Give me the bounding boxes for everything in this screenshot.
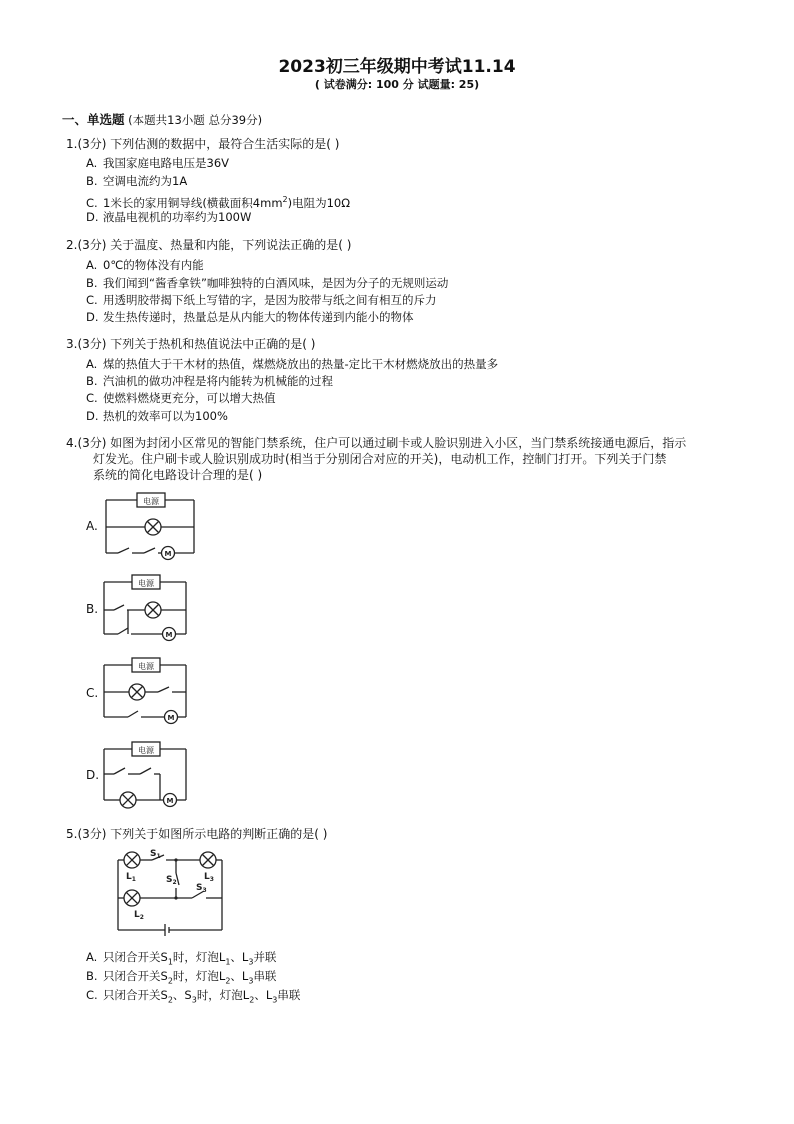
- question-3-option-b[interactable]: [86, 374, 333, 389]
- question-1-option-c[interactable]: [86, 192, 350, 211]
- question-1-option-a[interactable]: [86, 156, 229, 171]
- option-sub: 3: [248, 957, 254, 967]
- option-letter: A.: [86, 156, 98, 170]
- question-3-stem: 3.(3分) 下列关于热机和热值说法中正确的是( ): [66, 337, 316, 351]
- option-sub: 3: [191, 995, 197, 1005]
- question-3-option-d[interactable]: [86, 409, 228, 424]
- option-letter: C.: [86, 195, 98, 210]
- motor-label: M: [164, 550, 172, 558]
- option-sub: 3: [272, 995, 278, 1005]
- lamp-l2-label: $L_2$: [134, 910, 144, 921]
- switch-s3-label: $S_3$: [196, 883, 207, 894]
- question-4-line-3: 系统的简化电路设计合理的是( ): [93, 468, 263, 482]
- option-letter: D.: [86, 310, 99, 324]
- lamp-l1-label: $L_1$: [126, 872, 136, 883]
- circuit-figure-d: [100, 738, 192, 812]
- option-text: 1米长的家用铜导线(横截面积4mm: [103, 195, 283, 210]
- question-4-line-2: 灯发光。住户刷卡或人脸识别成功时(相当于分别闭合对应的开关)，电动机工作，控制门打开。下列关于门禁: [93, 452, 667, 466]
- page-subtitle: ( 试卷满分: 100 分 试题量: 25): [314, 78, 480, 91]
- question-5-option-b[interactable]: [86, 969, 276, 988]
- option-text: 只闭合开关S: [103, 969, 168, 983]
- option-text: 热机的效率可以为100%: [103, 409, 228, 423]
- option-sub: 2: [249, 995, 255, 1005]
- power-label: 电源: [138, 579, 154, 588]
- page-title: 2023初三年级期中考试11.14: [278, 57, 516, 77]
- question-4-option-a-label[interactable]: A.: [86, 519, 98, 533]
- option-letter: A.: [86, 950, 98, 964]
- option-text: 只闭合开关S: [103, 988, 168, 1002]
- option-letter: D.: [86, 409, 99, 423]
- power-label: 电源: [138, 662, 154, 671]
- option-text: 时，灯泡L: [172, 969, 226, 983]
- option-letter: A.: [86, 258, 98, 272]
- option-text: 0℃的物体没有内能: [103, 258, 204, 272]
- question-2-stem: 2.(3分) 关于温度、热量和内能，下列说法正确的是( ): [66, 238, 352, 252]
- section-note: (本题共13小题 总分39分): [124, 113, 263, 127]
- option-text: 煤的热值大于干木材的热值，煤燃烧放出的热量-定比干木材燃烧放出的热量多: [103, 357, 499, 371]
- option-text: 、L: [254, 988, 273, 1002]
- option-sup: 2: [282, 195, 288, 204]
- motor-label: M: [165, 631, 173, 639]
- question-1-option-b[interactable]: [86, 174, 187, 189]
- section-heading: [62, 110, 262, 128]
- section-title: 一、单选题: [62, 112, 125, 127]
- question-5-option-a[interactable]: [86, 950, 276, 969]
- option-letter: B.: [86, 174, 98, 188]
- circuit-figure-q5: [110, 846, 234, 942]
- option-sub: 1: [225, 957, 231, 967]
- option-letter: B.: [86, 969, 98, 983]
- option-text: 发生热传递时，热量总是从内能大的物体传递到内能小的物体: [103, 310, 414, 324]
- question-3-option-a[interactable]: [86, 357, 498, 372]
- option-letter: D.: [86, 210, 99, 224]
- question-5-stem: 5.(3分) 下列关于如图所示电路的判断正确的是( ): [66, 827, 328, 841]
- motor-label: M: [167, 714, 175, 722]
- option-sub: 2: [167, 976, 173, 986]
- option-text: 使燃料燃烧更充分，可以增大热值: [103, 391, 276, 405]
- option-sub: 3: [248, 976, 254, 986]
- power-label: 电源: [143, 497, 159, 506]
- question-3-option-c[interactable]: [86, 391, 276, 406]
- circuit-figure-c: [100, 654, 192, 726]
- question-2-option-a[interactable]: [86, 258, 204, 273]
- question-4-option-c-label[interactable]: C.: [86, 686, 99, 700]
- switch-s2-label: $S_2$: [166, 875, 177, 886]
- question-2-option-d[interactable]: [86, 310, 414, 325]
- question-4-option-b-label[interactable]: B.: [86, 602, 99, 616]
- option-letter: C.: [86, 293, 98, 307]
- question-4-line-1: 4.(3分) 如图为封闭小区常见的智能门禁系统，住户可以通过刷卡或人脸识别进入小区，当门禁系统接通电源后，指示: [66, 436, 687, 450]
- option-text: 空调电流约为1A: [103, 174, 188, 188]
- option-sub: 2: [225, 976, 231, 986]
- option-text: 我国家庭电路电压是36V: [103, 156, 229, 170]
- option-text-tail: )电阻为10Ω: [287, 195, 351, 210]
- option-letter: C.: [86, 988, 98, 1002]
- question-1-option-d[interactable]: [86, 210, 251, 225]
- option-text: 串联: [277, 988, 301, 1002]
- option-text: 、S: [172, 988, 192, 1002]
- power-label: 电源: [138, 746, 154, 755]
- question-4-stem: [66, 435, 746, 483]
- lamp-l3-label: $L_3$: [204, 872, 214, 883]
- option-text: 时，灯泡L: [172, 950, 226, 964]
- circuit-figure-b: [100, 572, 192, 642]
- option-text: 我们闻到“酱香拿铁”咖啡独特的白酒风味，是因为分子的无规则运动: [103, 276, 449, 290]
- option-letter: A.: [86, 357, 98, 371]
- option-sub: 2: [167, 995, 173, 1005]
- option-sub: 1: [167, 957, 173, 967]
- option-text: 只闭合开关S: [103, 950, 168, 964]
- option-letter: B.: [86, 374, 98, 388]
- question-1-stem: 1.(3分) 下列估测的数据中，最符合生活实际的是( ): [66, 137, 340, 151]
- option-text: 、L: [230, 950, 249, 964]
- option-text: 时，灯泡L: [196, 988, 250, 1002]
- switch-s1-label: $S_1$: [150, 849, 161, 860]
- question-2-option-b[interactable]: [86, 276, 448, 291]
- option-text: 、L: [230, 969, 249, 983]
- question-2-option-c[interactable]: [86, 293, 437, 308]
- option-text: 汽油机的做功冲程是将内能转为机械能的过程: [103, 374, 333, 388]
- option-text: 用透明胶带揭下纸上写错的字，是因为胶带与纸之间有相互的斥力: [103, 293, 437, 307]
- motor-label: M: [166, 797, 174, 805]
- option-letter: B.: [86, 276, 98, 290]
- question-5-option-c[interactable]: [86, 988, 300, 1007]
- option-letter: C.: [86, 391, 98, 405]
- circuit-figure-a: [104, 490, 200, 562]
- question-4-option-d-label[interactable]: D.: [86, 768, 100, 782]
- option-text: 串联: [253, 969, 277, 983]
- option-text: 液晶电视机的功率约为100W: [103, 210, 252, 224]
- option-text: 并联: [253, 950, 277, 964]
